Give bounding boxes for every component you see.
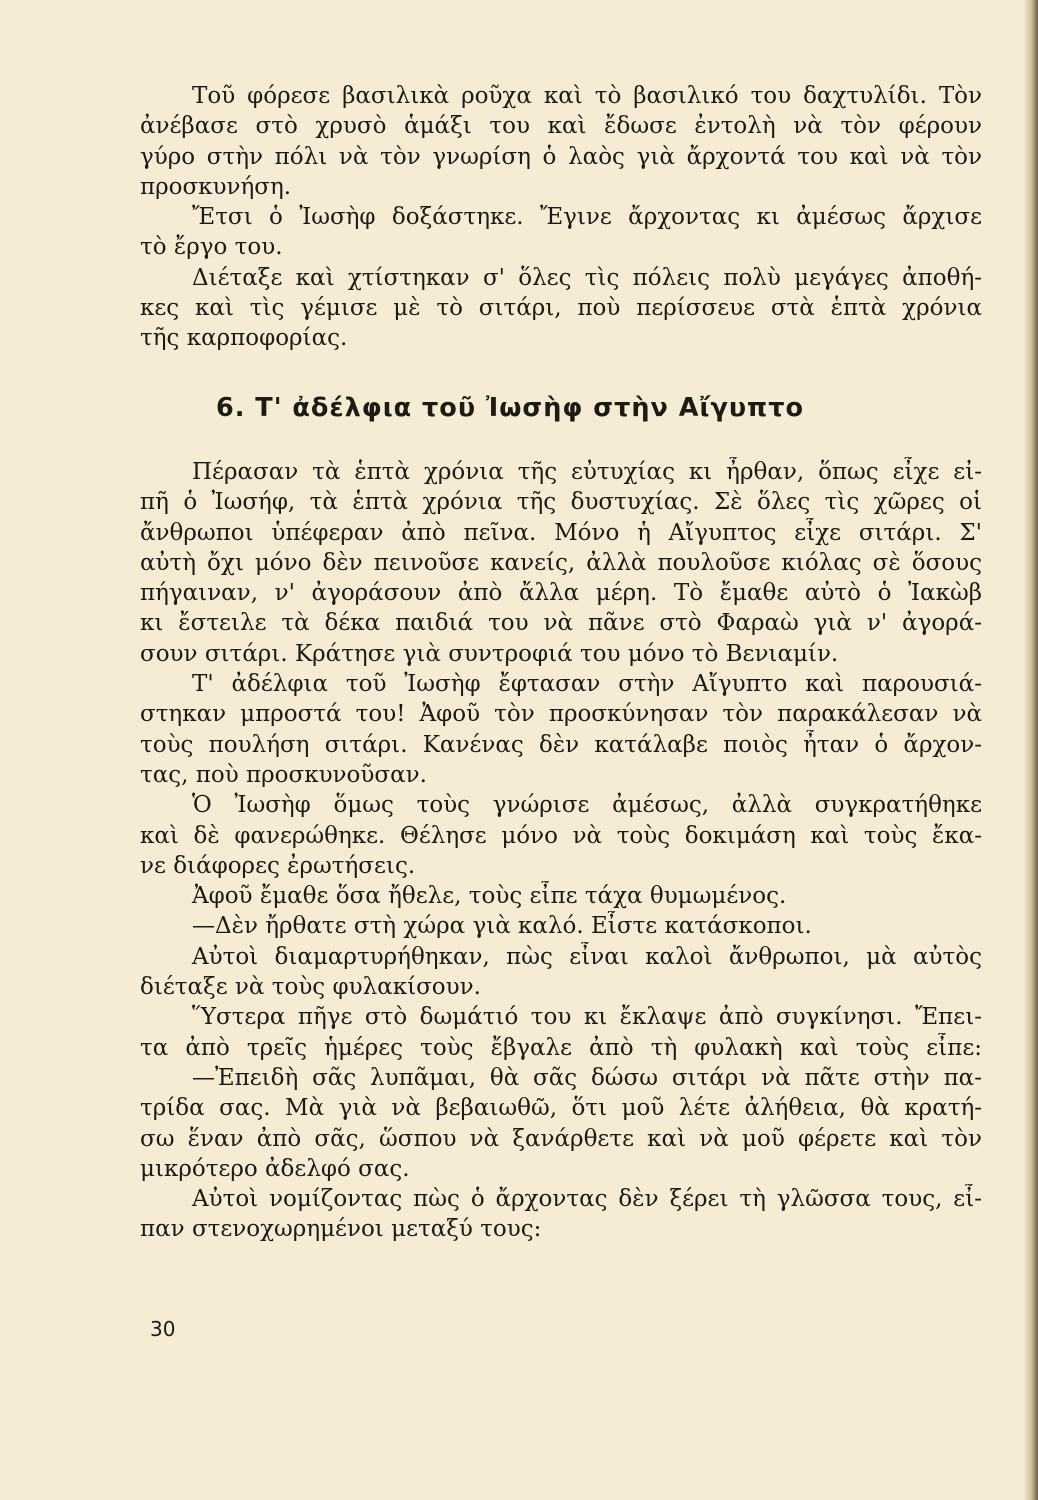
text-line: Ὁ Ἰωσὴφ ὅμως τοὺς γνώρισε ἀμέσως, ἀλλὰ συγκρατήθηκε <box>192 792 982 819</box>
text-line: παν στενοχωρημένοι μεταξύ τους: <box>140 1216 542 1243</box>
text-line: Αὐτοὶ διαμαρτυρήθηκαν, πὼς εἶναι καλοὶ ἄνθρωποι, μὰ αὐτὸς <box>192 943 982 970</box>
text-line: Αὐτοὶ νομίζοντας πὼς ὁ ἄρχοντας δὲν ξέρει τὴ γλῶσσα τους, εἶ- <box>192 1186 982 1213</box>
text-line: —Δὲν ἤρθατε στὴ χώρα γιὰ καλό. Εἶστε κατάσκοποι. <box>192 913 812 940</box>
text-line: τας, ποὺ προσκυνοῦσαν. <box>140 761 427 788</box>
text-line: στηκαν μπροστά του! Ἀφοῦ τὸν προσκύνησαν τὸν παρακάλεσαν νὰ <box>140 701 982 728</box>
text-block-main <box>140 457 982 1245</box>
chapter-heading: 6. Τ' ἀδέλφια τοῦ Ἰωσὴφ στὴν Αἴγυπτο <box>216 393 805 423</box>
text-line: τὸ ἔργο του. <box>140 234 283 261</box>
text-line: τρίδα σας. Μὰ γιὰ νὰ βεβαιωθῶ, ὅτι μοῦ λέτε ἀλήθεια, θὰ κρατή- <box>140 1095 982 1122</box>
text-line: Τ' ἀδέλφια τοῦ Ἰωσὴφ ἔφτασαν στὴν Αἴγυπτο καὶ παρουσιά- <box>192 671 982 698</box>
text-line: προσκυνήση. <box>140 173 292 200</box>
text-line: κι ἔστειλε τὰ δέκα παιδιά του νὰ πᾶνε στὸ Φαραὼ γιὰ ν' ἀγορά- <box>140 610 982 637</box>
text-line: σω ἕναν ἀπὸ σᾶς, ὥσπου νὰ ξανάρθετε καὶ νὰ μοῦ φέρετε καὶ τὸν <box>140 1125 982 1152</box>
text-line: διέταξε νὰ τοὺς φυλακίσουν. <box>140 974 481 1001</box>
text-line: Τοῦ φόρεσε βασιλικὰ ροῦχα καὶ τὸ βασιλικό του δαχτυλίδι. Τὸν <box>192 83 982 109</box>
text-line: γύρο στὴν πόλι νὰ τὸν γνωρίση ὁ λαὸς γιὰ ἄρχοντά του καὶ νὰ τὸν <box>140 143 982 170</box>
text-line: τοὺς πουλήση σιτάρι. Κανένας δὲν κατάλαβε ποιὸς ἦταν ὁ ἄρχον- <box>140 731 982 758</box>
text-line: πήγαιναν, ν' ἀγοράσουν ἀπὸ ἄλλα μέρη. Τὸ ἔμαθε αὐτὸ ὁ Ἰακὼβ <box>140 580 982 607</box>
text-line: Ἔτσι ὁ Ἰωσὴφ δοξάστηκε. Ἔγινε ἄρχοντας κι ἀμέσως ἄρχισε <box>192 204 982 231</box>
text-line: Πέρασαν τὰ ἑπτὰ χρόνια τῆς εὐτυχίας κι ἦρθαν, ὅπως εἶχε εἰ- <box>192 459 982 485</box>
text-line: τῆς καρποφορίας. <box>140 325 348 352</box>
text-block-top <box>140 81 982 354</box>
text-line: νε διάφορες ἐρωτήσεις. <box>140 852 416 879</box>
text-line: —Ἐπειδὴ σᾶς λυπᾶμαι, θὰ σᾶς δώσω σιτάρι νὰ πᾶτε στὴν πα- <box>192 1064 982 1091</box>
text-line: κες καὶ τὶς γέμισε μὲ τὸ σιτάρι, ποὺ περίσσευε στὰ ἑπτὰ χρόνια <box>140 295 982 322</box>
text-line: σουν σιτάρι. Κράτησε γιὰ συντροφιά του μόνο τὸ Βενιαμίν. <box>140 640 839 667</box>
page-number: 30 <box>150 1317 176 1341</box>
text-line: μικρότερο ἀδελφό σας. <box>140 1155 410 1182</box>
text-line: καὶ δὲ φανερώθηκε. Θέλησε μόνο νὰ τοὺς δοκιμάση καὶ τοὺς ἔκα- <box>140 822 982 849</box>
text-line: Ἀφοῦ ἔμαθε ὅσα ἤθελε, τοὺς εἶπε τάχα θυμωμένος. <box>192 883 787 910</box>
text-line: Ὕστερα πῆγε στὸ δωμάτιό του κι ἔκλαψε ἀπὸ συγκίνησι. Ἔπει- <box>192 1004 982 1031</box>
text-line: ἄνθρωποι ὑπέφεραν ἀπὸ πεῖνα. Μόνο ἡ Αἴγυπτος εἶχε σιτάρι. Σ' <box>140 519 982 546</box>
text-line: πῆ ὁ Ἰωσήφ, τὰ ἑπτὰ χρόνια τῆς δυστυχίας. Σὲ ὅλες τὶς χῶρες οἱ <box>140 489 982 516</box>
page-edge-shadow <box>1024 0 1038 1500</box>
text-line: ἀνέβασε στὸ χρυσὸ ἁμάξι του καὶ ἔδωσε ἐντολὴ νὰ τὸν φέρουν <box>140 113 982 140</box>
text-line: τα ἀπὸ τρεῖς ἡμέρες τοὺς ἔβγαλε ἀπὸ τὴ φυλακὴ καὶ τοὺς εἶπε: <box>140 1034 982 1061</box>
text-line: Διέταξε καὶ χτίστηκαν σ' ὅλες τὶς πόλεις πολὺ μεγάγες ἀποθή- <box>192 264 982 291</box>
text-line: αὐτὴ ὄχι μόνο δὲν πεινοῦσε κανείς, ἀλλὰ πουλοῦσε κιόλας σὲ ὅσους <box>140 549 982 576</box>
